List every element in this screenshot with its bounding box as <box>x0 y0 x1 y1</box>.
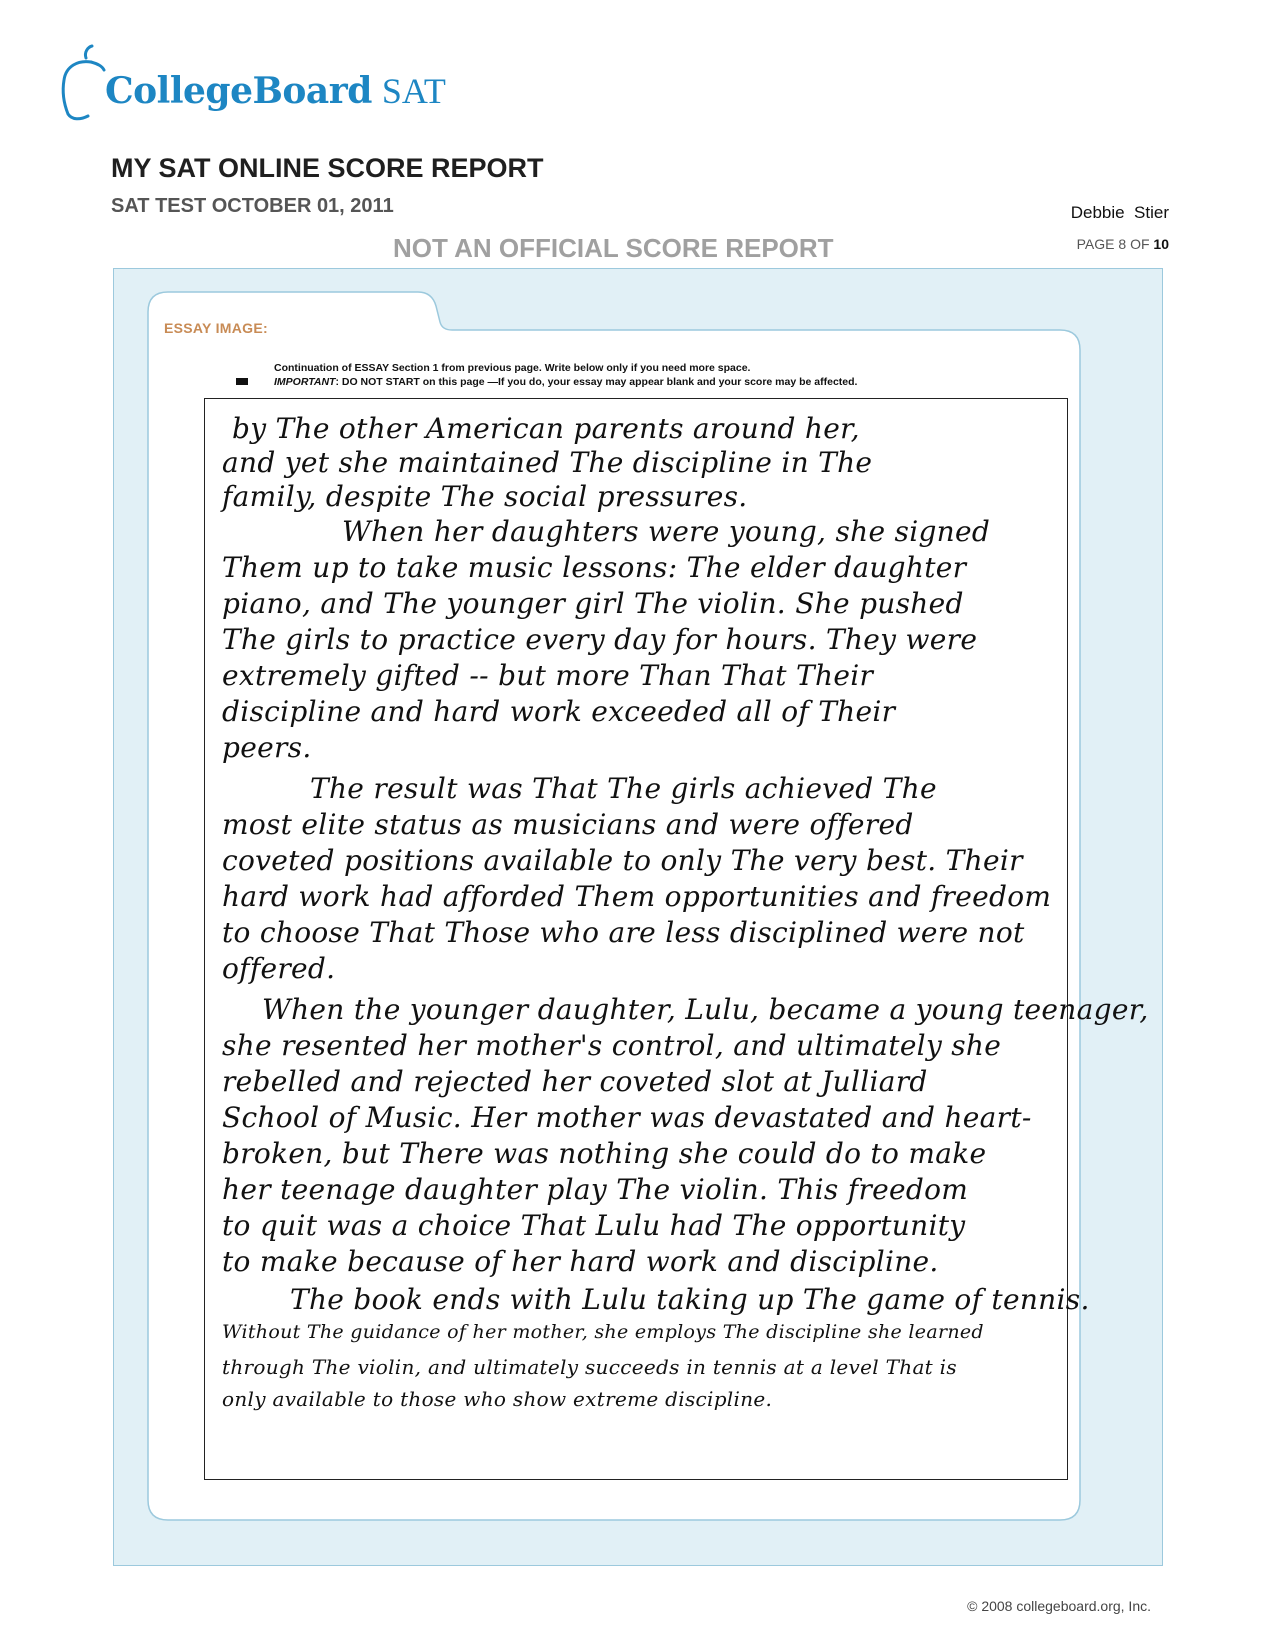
important-text: : DO NOT START on this page —If you do, your essay may appear blank and your score may be affected. <box>335 376 858 388</box>
essay-line: piano, and The younger girl The violin. She pushed <box>222 587 964 620</box>
essay-line: by The other American parents around her, <box>232 412 860 445</box>
page-of-label: OF <box>1130 236 1150 252</box>
essay-line: peers. <box>222 731 312 764</box>
logo-brand: CollegeBoard <box>105 70 372 112</box>
essay-line: When her daughters were young, she signed <box>342 515 991 548</box>
essay-line: hard work had afforded Them opportunities and freedom <box>222 880 1052 913</box>
page-prefix: PAGE <box>1076 236 1115 252</box>
essay-line: to quit was a choice That Lulu had The opportunity <box>222 1209 966 1242</box>
essay-line: The result was That The girls achieved The <box>310 772 937 805</box>
essay-line: Without The guidance of her mother, she employs The discipline she learned <box>222 1321 984 1343</box>
important-label: IMPORTANT <box>274 376 336 388</box>
logo-product: SAT <box>381 71 446 111</box>
essay-line: When the younger daughter, Lulu, became a young teenager, <box>262 993 1149 1026</box>
essay-line: School of Music. Her mother was devastated and heart- <box>222 1101 1032 1134</box>
essay-line: extremely gifted -- but more Than That Their <box>222 659 874 692</box>
student-name: Debbie Stier <box>1070 203 1169 222</box>
test-date: SAT TEST OCTOBER 01, 2011 <box>111 195 394 217</box>
essay-line: her teenage daughter play The violin. This freedom <box>222 1173 969 1206</box>
page-total: 10 <box>1153 236 1169 252</box>
essay-line: Them up to take music lessons: The elder daughter <box>222 551 967 584</box>
essay-line: The girls to practice every day for hours. They were <box>222 623 978 656</box>
important-note <box>274 376 857 388</box>
essay-line: through The violin, and ultimately succeeds in tennis at a level That is <box>222 1355 957 1379</box>
essay-line: discipline and hard work exceeded all of Their <box>222 695 896 728</box>
essay-line: The book ends with Lulu taking up The game of tennis. <box>290 1283 1090 1316</box>
essay-line: only available to those who show extreme discipline. <box>222 1387 773 1411</box>
copyright-footer: © 2008 collegeboard.org, Inc. <box>967 1598 1151 1614</box>
report-title: MY SAT ONLINE SCORE REPORT <box>111 153 544 183</box>
unofficial-disclaimer: NOT AN OFFICIAL SCORE REPORT <box>393 233 834 263</box>
essay-line: rebelled and rejected her coveted slot at Julliard <box>222 1065 928 1098</box>
essay-line: she resented her mother's control, and ultimately she <box>222 1029 1002 1062</box>
essay-line: broken, but There was nothing she could do to make <box>222 1137 987 1170</box>
continuation-note: Continuation of ESSAY Section 1 from previous page. Write below only if you need more space. <box>274 362 751 374</box>
essay-line: and yet she maintained The discipline in The <box>222 446 873 479</box>
registration-mark <box>236 378 248 385</box>
essay-line: offered. <box>222 952 336 985</box>
essay-line: coveted positions available to only The very best. Their <box>222 844 1023 877</box>
essay-line: to make because of her hard work and discipline. <box>222 1245 939 1278</box>
essay-line: family, despite The social pressures. <box>222 480 748 513</box>
essay-image-label: ESSAY IMAGE: <box>164 320 268 336</box>
essay-line: to choose That Those who are less disciplined were not <box>222 916 1025 949</box>
essay-line: most elite status as musicians and were offered <box>222 808 914 841</box>
page-current: 8 <box>1118 236 1127 252</box>
